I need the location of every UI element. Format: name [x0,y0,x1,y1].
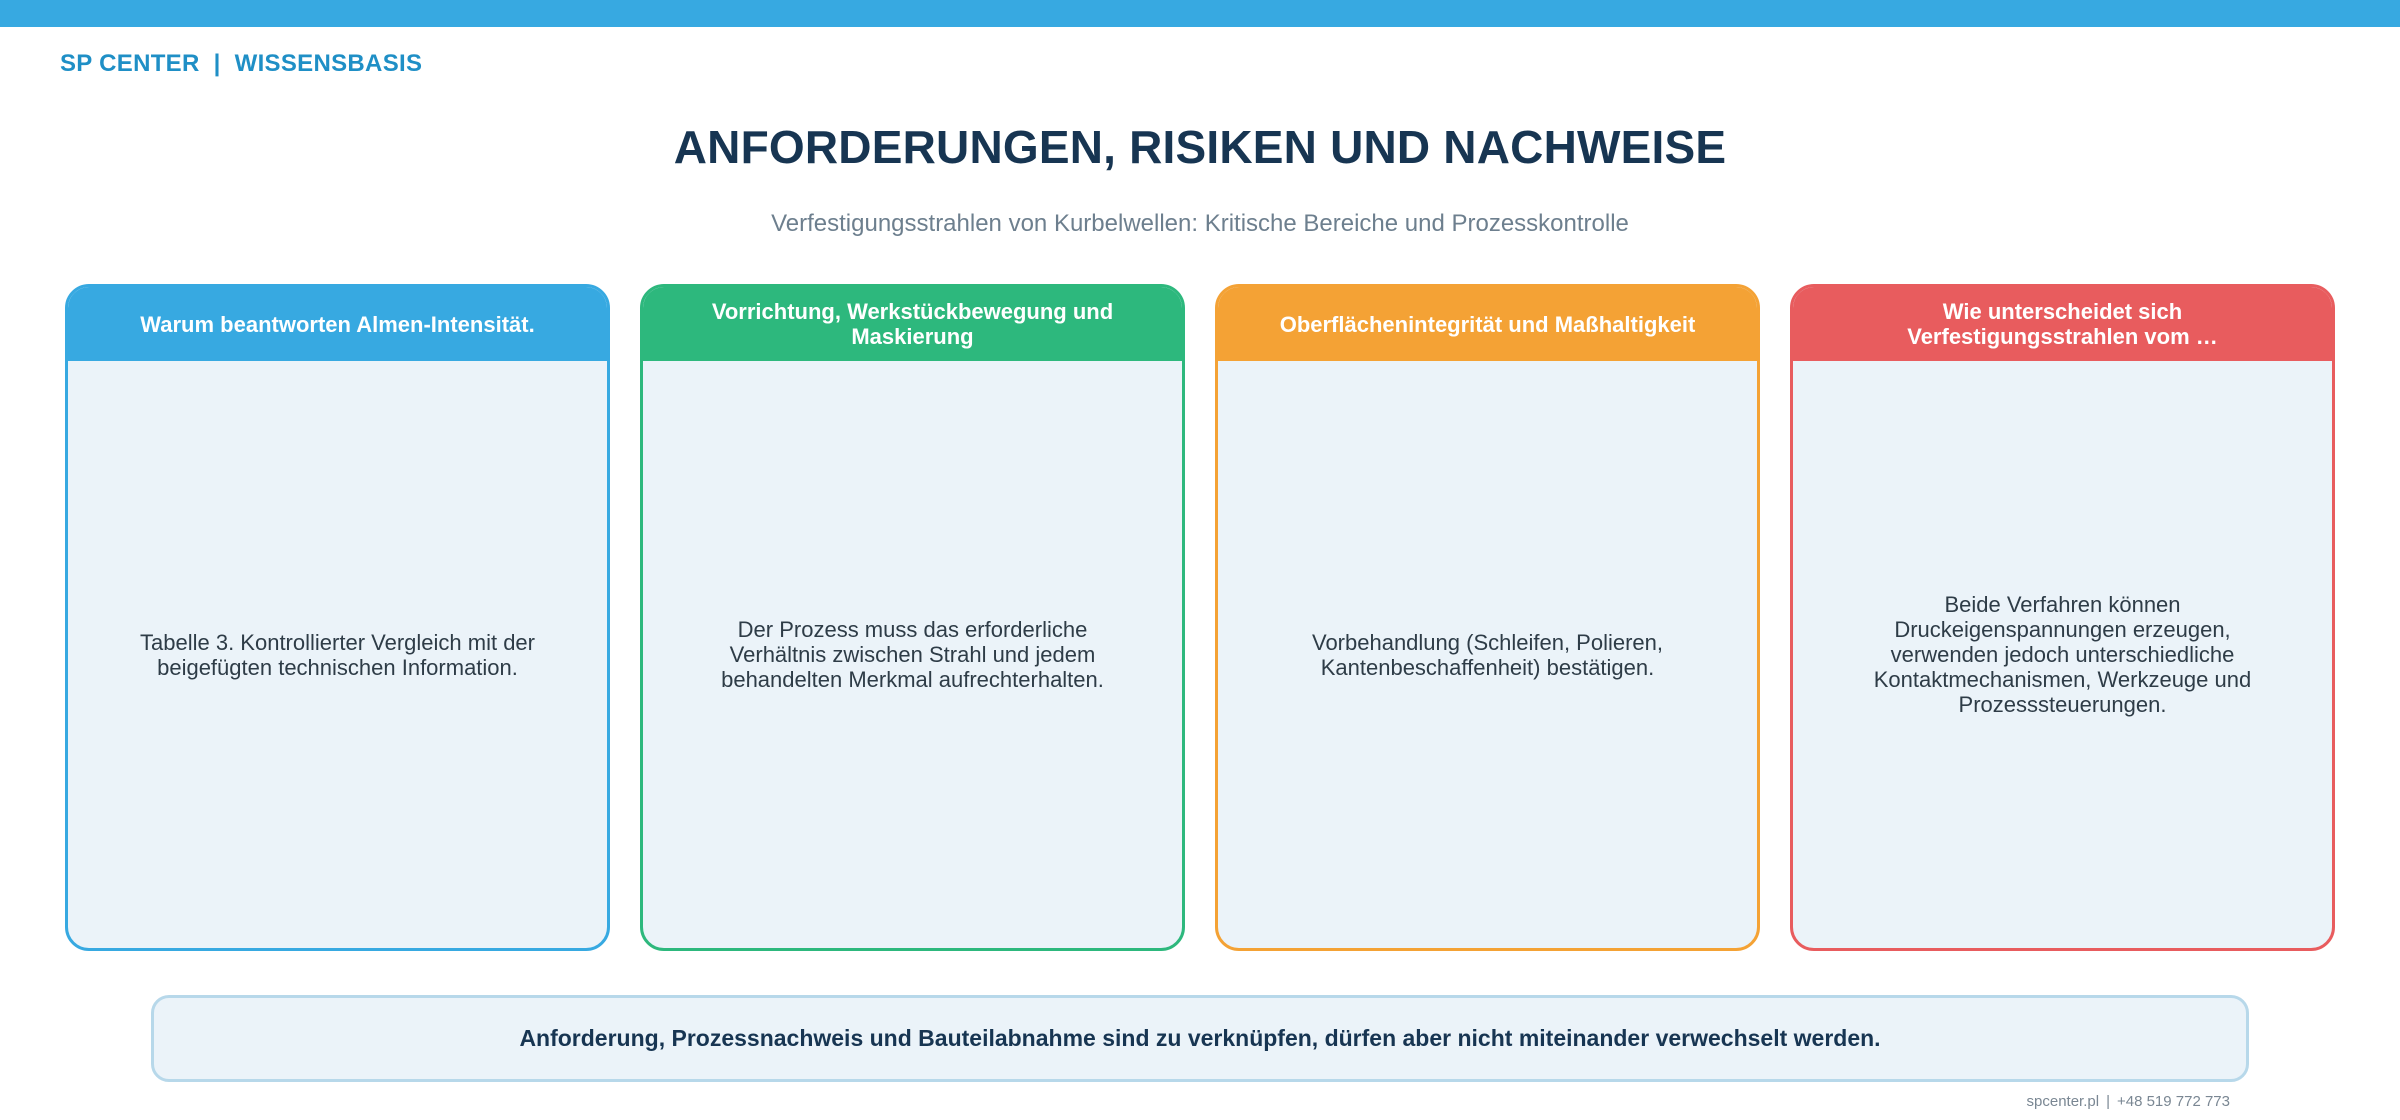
card-body: Der Prozess muss das erforderliche Verhältnis zwischen Strahl und jedem behandelten Merkmal aufrechterhalten. [721,617,1104,692]
card-comparison [1790,284,2335,951]
page-title: ANFORDERUNGEN, RISIKEN UND NACHWEISE [673,121,1727,173]
card-grid [65,284,2335,951]
contact-separator: | [2106,1093,2110,1110]
website-link[interactable]: spcenter.pl [2026,1093,2100,1110]
card-header: Oberflächenintegrität und Maßhaltigkeit [1218,287,1757,361]
card-body: Beide Verfahren können Druckeigenspannungen erzeugen, verwenden jedoch unterschiedliche Kontaktmechanismen, Werkzeuge und Prozesssteuerungen. [1873,592,2252,717]
card-fixture-masking [640,284,1185,951]
card-body: Tabelle 3. Kontrollierter Vergleich mit der beigefügten technischen Information. [140,629,535,680]
card-header: Warum beantworten Almen-Intensität. [68,287,607,361]
brand-header [60,50,422,78]
top-accent-bar [0,0,2400,27]
card-surface-integrity [1215,284,1760,951]
page-subtitle: Verfestigungsstrahlen von Kurbelwellen: Kritische Bereiche und Prozesskontrolle [771,210,1629,237]
brand-separator: | [213,50,221,77]
card-body: Vorbehandlung (Schleifen, Polieren, Kantenbeschaffenheit) bestätigen. [1311,629,1664,680]
phone-number: +48 519 772 773 [2116,1093,2230,1110]
card-header: Wie unterscheidet sich Verfestigungsstrahlen vom … [1793,287,2332,361]
contact-info [2027,1093,2230,1110]
card-header: Vorrichtung, Werkstückbewegung und Maskierung [643,287,1182,361]
card-almen-intensity [65,284,610,951]
brand-company: SP CENTER [60,50,200,77]
brand-section: WISSENSBASIS [234,50,423,77]
summary-note: Anforderung, Prozessnachweis und Bauteilabnahme sind zu verknüpfen, dürfen aber nicht miteinander verwechselt werden. [151,995,2249,1082]
